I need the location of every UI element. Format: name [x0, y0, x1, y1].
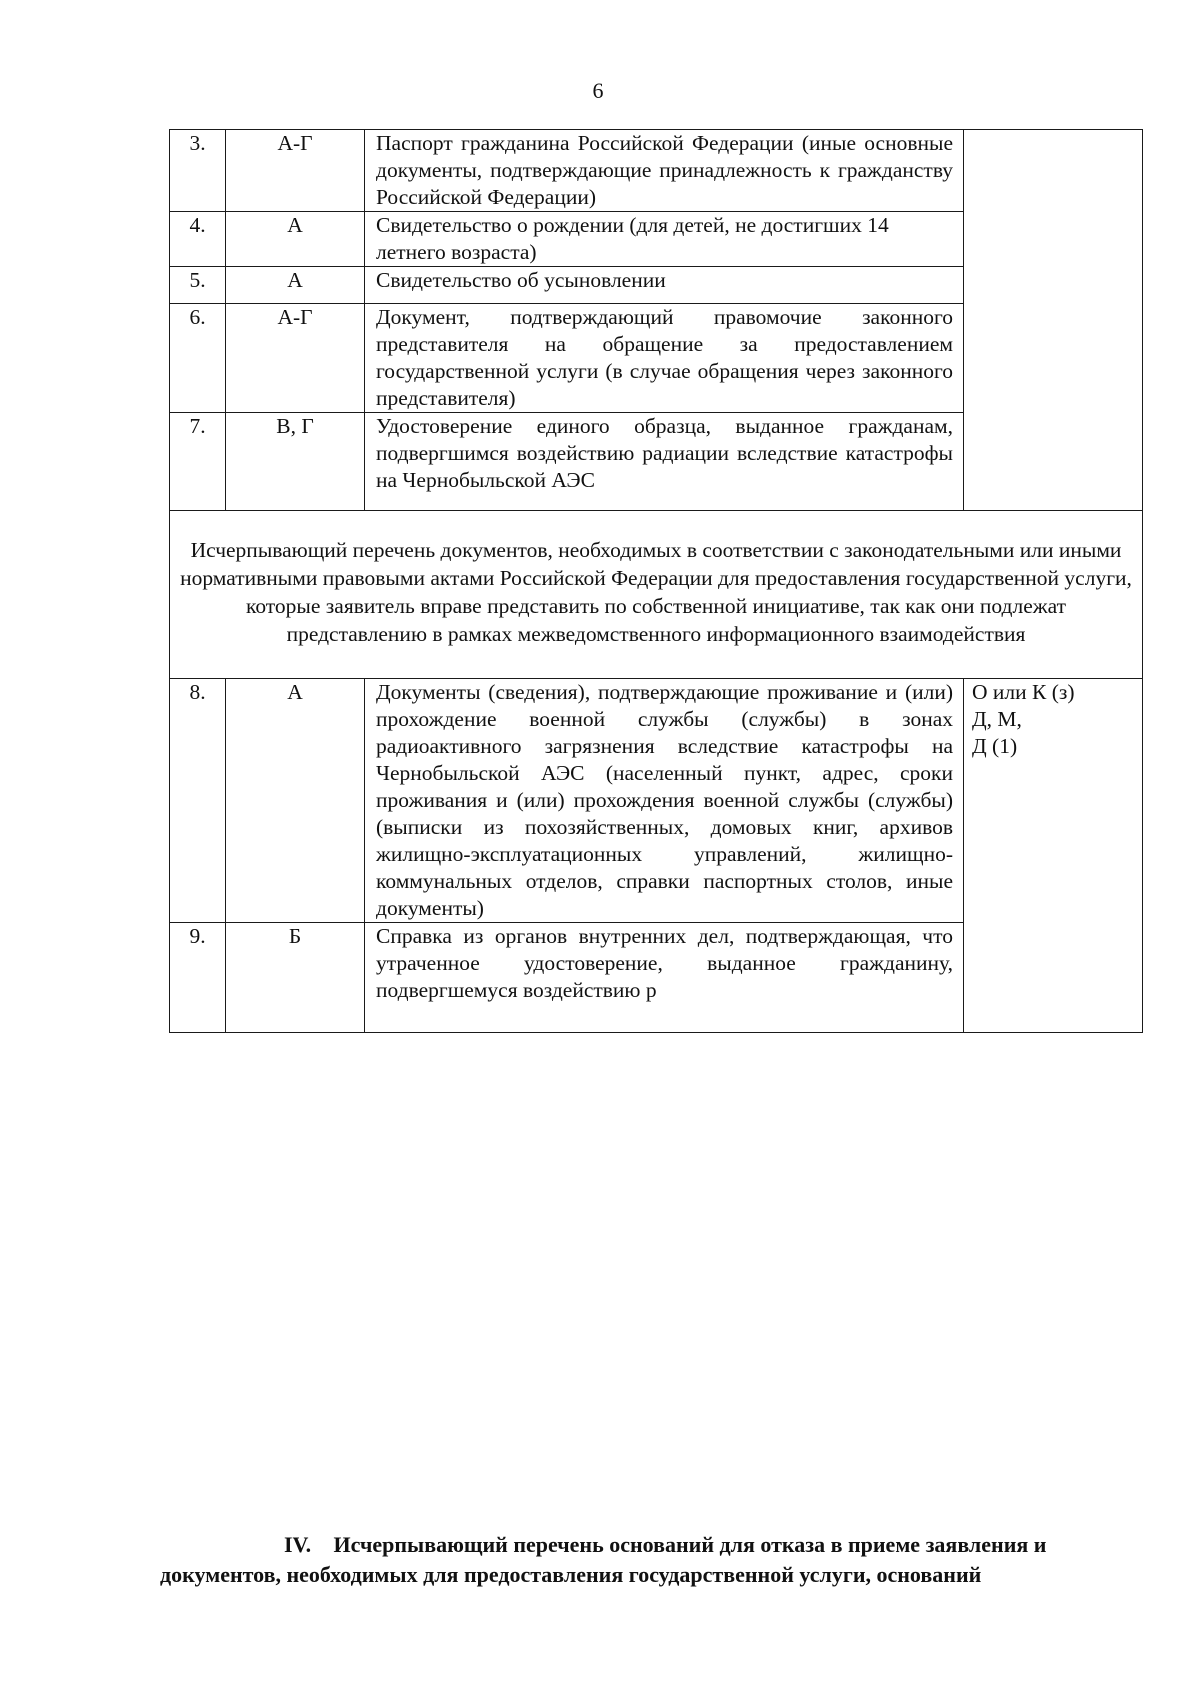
row-description: Документ, подтверждающий правомочие законного представителя на обращение за предоставлением государственной услуги (в случае обращения через законного представителя) — [365, 304, 964, 413]
page-number — [0, 78, 1200, 104]
documents-table — [169, 129, 1143, 1033]
row-description: Справка из органов внутренних дел, подтверждающая, что утраченное удостоверение, выданное гражданину, подвергшемуся воздействию р — [365, 923, 964, 1033]
section-heading-line1: Исчерпывающий перечень оснований для отказа в приеме заявления и — [333, 1532, 1047, 1557]
note-line: Д, М, — [972, 707, 1022, 731]
row-description: Свидетельство об усыновлении — [365, 267, 964, 304]
section-heading-line2: документов, необходимых для предоставления государственной услуги, оснований — [160, 1562, 982, 1587]
row-note — [964, 679, 1143, 1033]
row-number: 7. — [170, 413, 226, 511]
row-note-empty — [964, 130, 1143, 511]
row-description: Документы (сведения), подтверждающие проживание и (или) прохождение военной службы (службы) в зонах радиоактивного загрязнения вследствие катастрофы на Чернобыльской АЭС (населенный пункт, адрес, сроки проживания и (или) прохождения военной службы (службы) (выписки из похозяйственных, домовых книг, архивов жилищно-эксплуатационных управлений, жилищно-коммунальных отделов, справки паспортных столов, иные документы) — [365, 679, 964, 923]
row-description: Свидетельство о рождении (для детей, не достигших 14 летнего возраста) — [365, 212, 964, 267]
note-line: О или К (з) — [972, 680, 1075, 704]
row-category: А — [226, 679, 365, 923]
section-heading — [160, 1530, 1130, 1590]
page-number-text: 6 — [592, 78, 604, 103]
row-category: Б — [226, 923, 365, 1033]
row-category: А — [226, 267, 365, 304]
row-number: 5. — [170, 267, 226, 304]
note-line: Д (1) — [972, 734, 1018, 758]
table-subheading-row — [170, 511, 1143, 679]
table-row — [170, 130, 1143, 212]
row-number: 4. — [170, 212, 226, 267]
row-number: 6. — [170, 304, 226, 413]
row-number: 9. — [170, 923, 226, 1033]
row-category: В, Г — [226, 413, 365, 511]
section-number: IV. — [283, 1532, 312, 1557]
row-number: 8. — [170, 679, 226, 923]
row-description: Паспорт гражданина Российской Федерации (иные основные документы, подтверждающие принадлежность к гражданству Российской Федерации) — [365, 130, 964, 212]
row-number: 3. — [170, 130, 226, 212]
table-subheading: Исчерпывающий перечень документов, необходимых в соответствии с законодательными или иными нормативными правовыми актами Российской Федерации для предоставления государственной услуги, которые заявитель вправе представить по собственной инициативе, так как они подлежат представлению в рамках межведомственного информационного взаимодействия — [170, 511, 1143, 679]
row-category: А-Г — [226, 130, 365, 212]
row-category: А-Г — [226, 304, 365, 413]
row-description: Удостоверение единого образца, выданное гражданам, подвергшимся воздействию радиации вследствие катастрофы на Чернобыльской АЭС — [365, 413, 964, 511]
row-category: А — [226, 212, 365, 267]
table-row — [170, 679, 1143, 923]
